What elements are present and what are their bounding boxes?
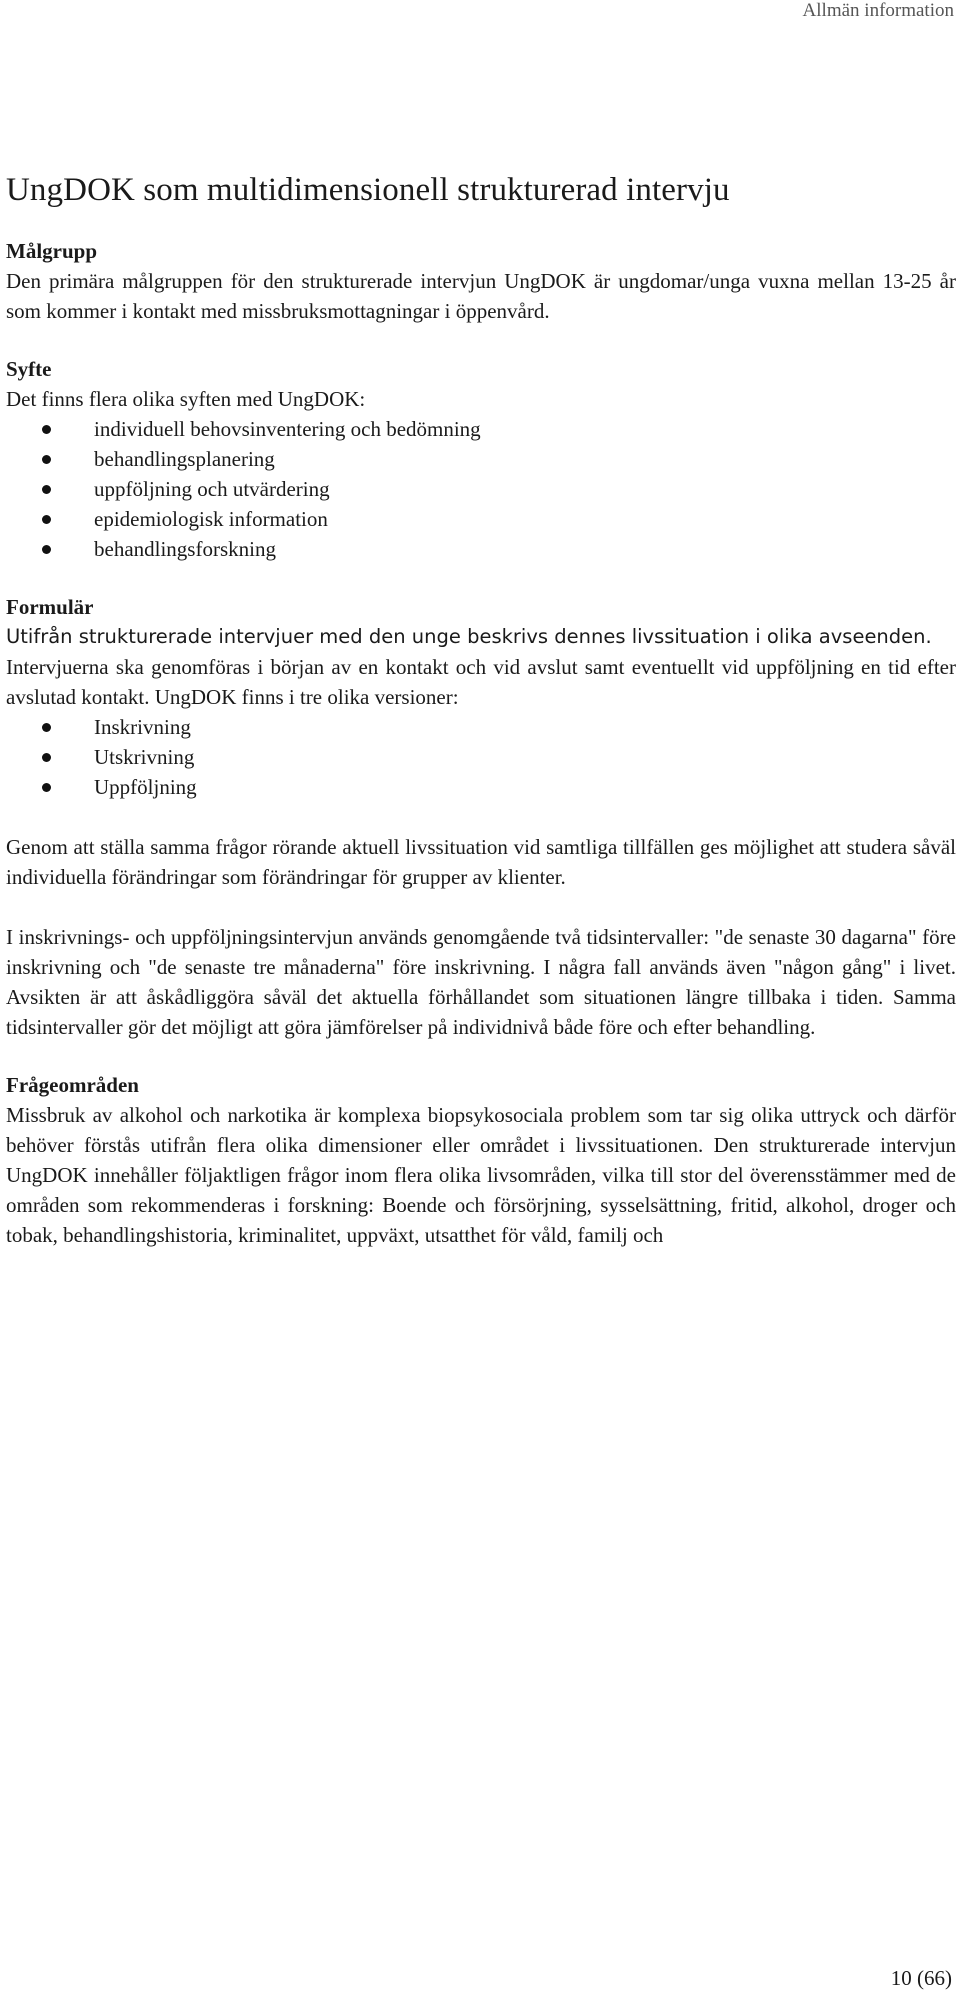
syfte-list (6, 414, 956, 564)
malgrupp-text: Den primära målgruppen för den strukturerade intervjun UngDOK är ungdomar/unga vuxna mellan 13-25 år som kommer i kontakt med missbruksmottagningar i öppenvård. (6, 269, 956, 323)
formular-paragraph-1: Utifrån strukturerade intervjuer med den unge beskrivs dennes livssituation i olika avseenden. (6, 625, 932, 648)
bullet-icon (42, 753, 51, 762)
page-content (6, 170, 956, 1278)
heading-syfte: Syfte (6, 357, 52, 381)
list-item: epidemiologisk information (6, 504, 956, 534)
page-title: UngDOK som multidimensionell strukturerad intervju (6, 172, 730, 208)
list-item: Uppföljning (6, 772, 956, 802)
bullet-icon (42, 515, 51, 524)
bullet-icon (42, 485, 51, 494)
syfte-intro: Det finns flera olika syften med UngDOK: (6, 387, 366, 411)
bullet-icon (42, 425, 51, 434)
bullet-icon (42, 783, 51, 792)
bullet-icon (42, 455, 51, 464)
fragomraden-text: Missbruk av alkohol och narkotika är komplexa biopsykosociala problem som tar sig olika uttryck och därför behöver förstås utifrån flera olika dimensioner eller området i livssituationen. Den strukturerade intervjun UngDOK innehåller följaktligen frågor inom flera olika livsområden, vilka till stor del överensstämmer med de områden som rekommenderas i forskning: Boende och försörjning, sysselsättning, fritid, alkohol, droger och tobak, behandlingshistoria, kriminalitet, uppväxt, utsatthet för våld, familj och (6, 1103, 956, 1247)
heading-fragomraden: Frågeområden (6, 1073, 139, 1097)
section-fragomraden (6, 1070, 956, 1250)
list-item: behandlingsforskning (6, 534, 956, 564)
formular-paragraph-1b: Intervjuerna ska genomföras i början av en kontakt och vid avslut samt eventuellt vid uppföljning en tid efter avslutad kontakt. UngDOK finns i tre olika versioner: (6, 655, 956, 709)
page-number: 10 (66) (890, 1966, 952, 1990)
heading-formular: Formulär (6, 595, 94, 619)
heading-malgrupp: Målgrupp (6, 239, 98, 263)
list-item: uppföljning och utvärdering (6, 474, 956, 504)
list-item: behandlingsplanering (6, 444, 956, 474)
bullet-icon (42, 545, 51, 554)
formular-paragraph-2: Genom att ställa samma frågor rörande aktuell livssituation vid samtliga tillfällen ges möjlighet att studera såväl individuella förändringar som förändringar för grupper av klienter. (6, 835, 956, 889)
bullet-icon (42, 723, 51, 732)
section-malgrupp (6, 236, 956, 326)
list-item: Utskrivning (6, 742, 956, 772)
list-item: Inskrivning (6, 712, 956, 742)
section-syfte (6, 354, 956, 564)
section-formular (6, 592, 956, 1042)
formular-paragraph-3: I inskrivnings- och uppföljningsintervjun används genomgående två tidsintervaller: "de senaste 30 dagarna" före inskrivning och "de senaste tre månaderna" före inskrivning. I några fall används även "någon gång" i livet. Avsikten är att åskådliggöra såväl det aktuella förhållandet som situationen längre tillbaka i tiden. Samma tidsintervaller gör det möjligt att göra jämförelser på individnivå både före och efter behandling. (6, 925, 956, 1039)
running-header: Allmän information (802, 0, 954, 21)
list-item: individuell behovsinventering och bedömning (6, 414, 956, 444)
versions-list (6, 712, 956, 802)
